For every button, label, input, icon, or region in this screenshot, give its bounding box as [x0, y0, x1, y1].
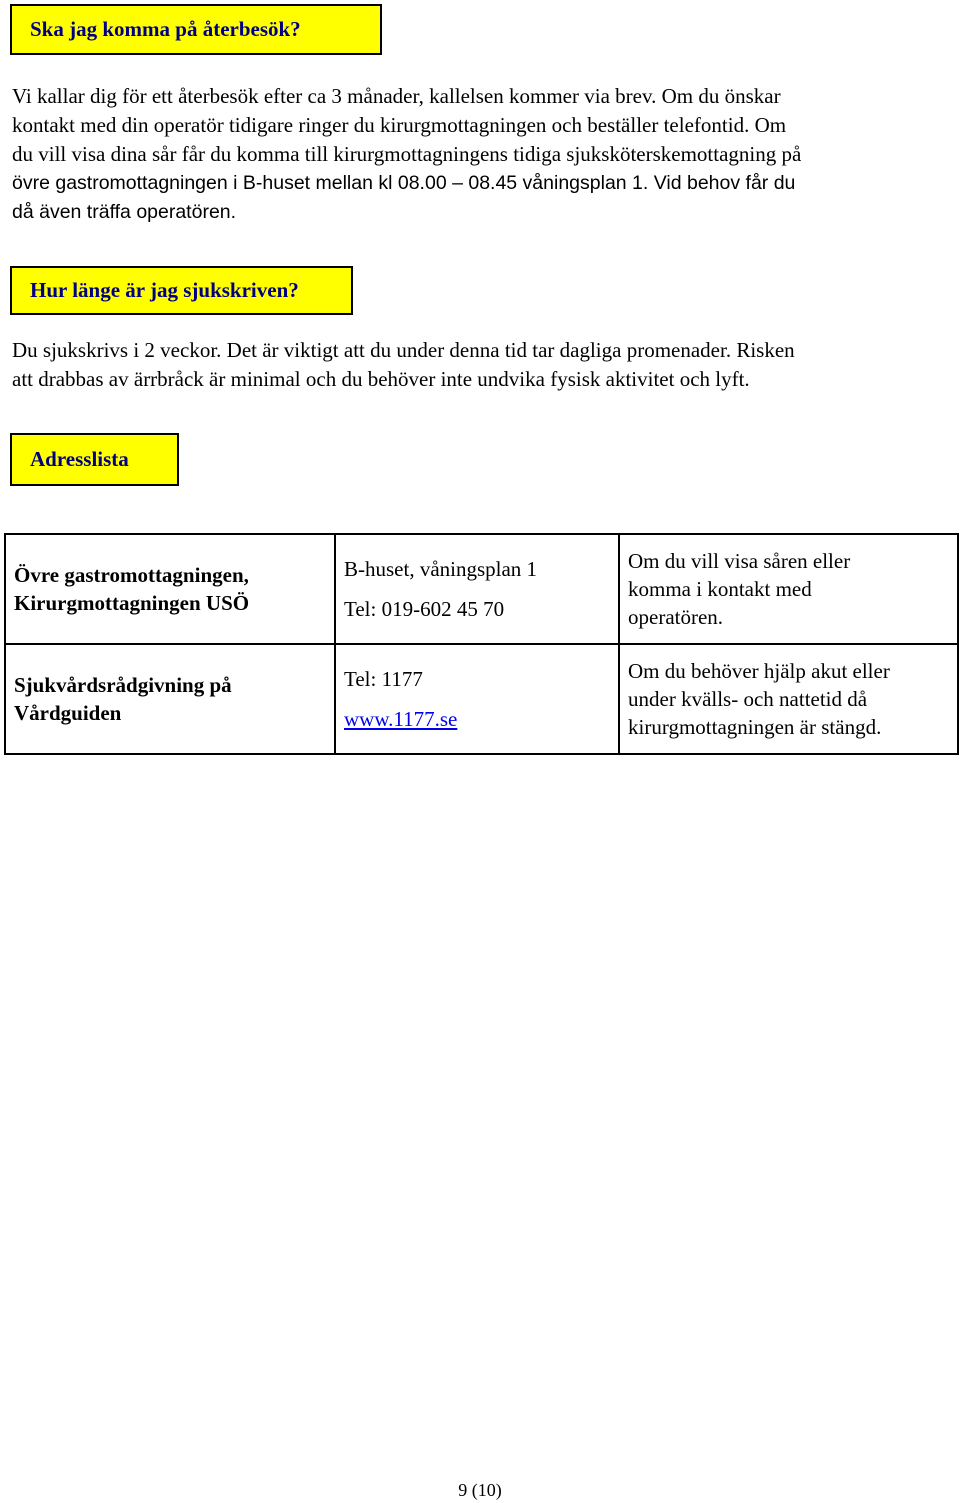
- address-note-cell: [619, 644, 958, 754]
- website-link[interactable]: www.1177.se: [344, 707, 458, 731]
- address-note-line: komma i kontakt med: [628, 577, 812, 601]
- revisit-line: då även träffa operatören.: [12, 201, 237, 223]
- address-name-line: Kirurgmottagningen USÖ: [14, 591, 250, 615]
- revisit-paragraph: [12, 82, 952, 227]
- revisit-heading-text: Ska jag komma på återbesök?: [30, 17, 301, 41]
- address-name-line: Övre gastromottagningen,: [14, 563, 249, 587]
- revisit-line: övre gastromottagningen i B-huset mellan kl 08.00 – 08.45 våningsplan 1. Vid behov får du: [12, 172, 796, 194]
- address-note-line: under kvälls- och nattetid då: [628, 687, 868, 711]
- website-link-wrapper: [344, 705, 618, 733]
- phone-number: Tel: 019-602 45 70: [344, 597, 505, 621]
- address-note-cell: [619, 534, 958, 644]
- revisit-line: [12, 140, 952, 169]
- table-row: [5, 644, 958, 754]
- sick-leave-heading: [10, 266, 353, 315]
- revisit-line: Vi kallar dig för ett återbesök efter ca 3 månader, kallelsen kommer via brev. Om du önskar: [12, 84, 781, 108]
- revisit-heading: [10, 4, 382, 55]
- address-name-cell: [5, 644, 335, 754]
- address-list-heading-text: Adresslista: [30, 447, 129, 471]
- page-number: 9 (10): [458, 1480, 502, 1500]
- address-table: [4, 533, 959, 755]
- address-contact-cell: [335, 644, 619, 754]
- revisit-line: kontakt med din operatör tidigare ringer du kirurgmottagningen och beställer telefontid. Om: [12, 113, 787, 137]
- phone-number: Tel: 1177: [344, 667, 423, 691]
- address-list-heading: [10, 433, 179, 486]
- sick-leave-heading-text: Hur länge är jag sjukskriven?: [30, 278, 299, 302]
- address-name-line: Vårdguiden: [14, 701, 122, 725]
- sick-leave-line: att drabbas av ärrbråck är minimal och du behöver inte undvika fysisk aktivitet och lyft.: [12, 367, 750, 391]
- address-name-line: Sjukvårdsrådgivning på: [14, 673, 232, 697]
- revisit-line-text: du vill visa dina sår får du komma till kirurgmottagningens tidiga sjuksköterskemottagning på: [12, 142, 802, 166]
- address-note-line: Om du behöver hjälp akut eller: [628, 659, 890, 683]
- address-contact-cell: [335, 534, 619, 644]
- sick-leave-paragraph: [12, 336, 952, 394]
- address-note-line: operatören.: [628, 605, 724, 629]
- table-row: [5, 534, 958, 644]
- address-note-line: Om du vill visa såren eller: [628, 549, 851, 573]
- address-location: B-huset, våningsplan 1: [344, 557, 538, 581]
- address-note-line: kirurgmottagningen är stängd.: [628, 715, 882, 739]
- address-name-cell: [5, 534, 335, 644]
- sick-leave-line: Du sjukskrivs i 2 veckor. Det är viktigt att du under denna tid tar dagliga promenader. Risken: [12, 338, 795, 362]
